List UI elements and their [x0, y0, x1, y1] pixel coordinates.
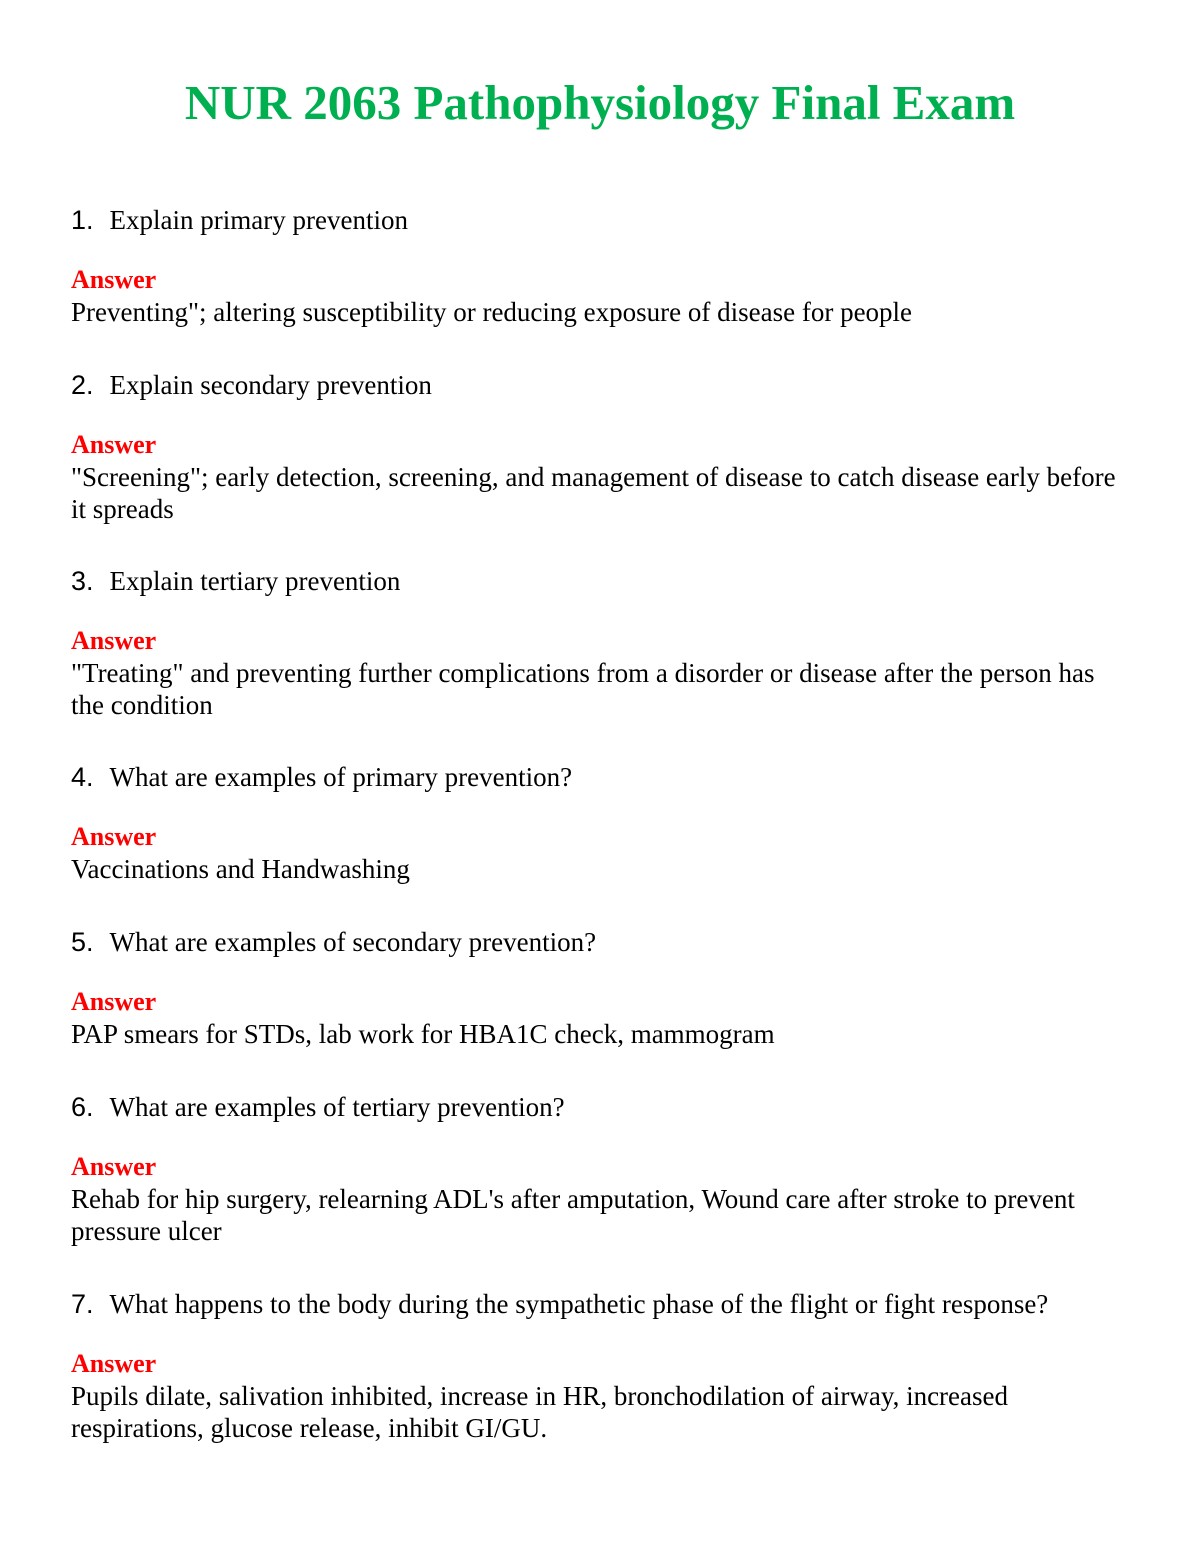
- answer-text: PAP smears for STDs, lab work for HBA1C check, mammogram: [71, 1019, 775, 1049]
- question: [71, 1286, 1131, 1322]
- question: [71, 1089, 1131, 1125]
- qa-item-7: [71, 1286, 1131, 1444]
- question-number: 4.: [71, 762, 94, 792]
- answer-text: Preventing"; altering susceptibility or reducing exposure of disease for people: [71, 297, 913, 327]
- qa-item-3: [71, 563, 1131, 721]
- qa-item-1: [71, 202, 1131, 328]
- answer-label: Answer: [71, 430, 157, 459]
- question-number: 5.: [71, 927, 94, 957]
- question-text: Explain tertiary prevention: [109, 566, 401, 596]
- answer-label: Answer: [71, 822, 157, 851]
- question: [71, 924, 1131, 960]
- question-number: 7.: [71, 1289, 94, 1319]
- answer-label: Answer: [71, 626, 157, 655]
- answer-label: Answer: [71, 265, 157, 294]
- answer-label: Answer: [71, 987, 157, 1016]
- qa-item-4: [71, 759, 1131, 885]
- question-text: What happens to the body during the sympathetic phase of the flight or fight response?: [109, 1289, 1049, 1319]
- question-text: What are examples of tertiary prevention?: [109, 1092, 565, 1122]
- page-title: NUR 2063 Pathophysiology Final Exam: [184, 75, 1016, 130]
- question: [71, 563, 1131, 599]
- question: [71, 367, 1131, 403]
- answer-text: Vaccinations and Handwashing: [71, 854, 410, 884]
- question: [71, 759, 1131, 795]
- question-number: 6.: [71, 1092, 94, 1122]
- question-text: Explain secondary prevention: [109, 370, 432, 400]
- qa-item-6: [71, 1089, 1131, 1247]
- question-number: 1.: [71, 205, 94, 235]
- question-text: Explain primary prevention: [109, 205, 408, 235]
- qa-item-2: [71, 367, 1131, 525]
- answer-label: Answer: [71, 1152, 157, 1181]
- answer-text: "Treating" and preventing further complications from a disorder or disease after the person has the condition: [71, 658, 1095, 720]
- question-number: 3.: [71, 566, 94, 596]
- answer-text: Rehab for hip surgery, relearning ADL's after amputation, Wound care after stroke to prevent pressure ulcer: [71, 1184, 1075, 1246]
- answer-text: Pupils dilate, salivation inhibited, increase in HR, bronchodilation of airway, increased respirations, glucose release, inhibit GI/GU.: [71, 1381, 1009, 1443]
- qa-item-5: [71, 924, 1131, 1050]
- answer-label: Answer: [71, 1349, 157, 1378]
- question-text: What are examples of secondary prevention?: [109, 927, 597, 957]
- question-number: 2.: [71, 370, 94, 400]
- question-text: What are examples of primary prevention?: [109, 762, 573, 792]
- question: [71, 202, 1131, 238]
- answer-text: "Screening"; early detection, screening, and management of disease to catch disease early before it spreads: [71, 462, 1116, 524]
